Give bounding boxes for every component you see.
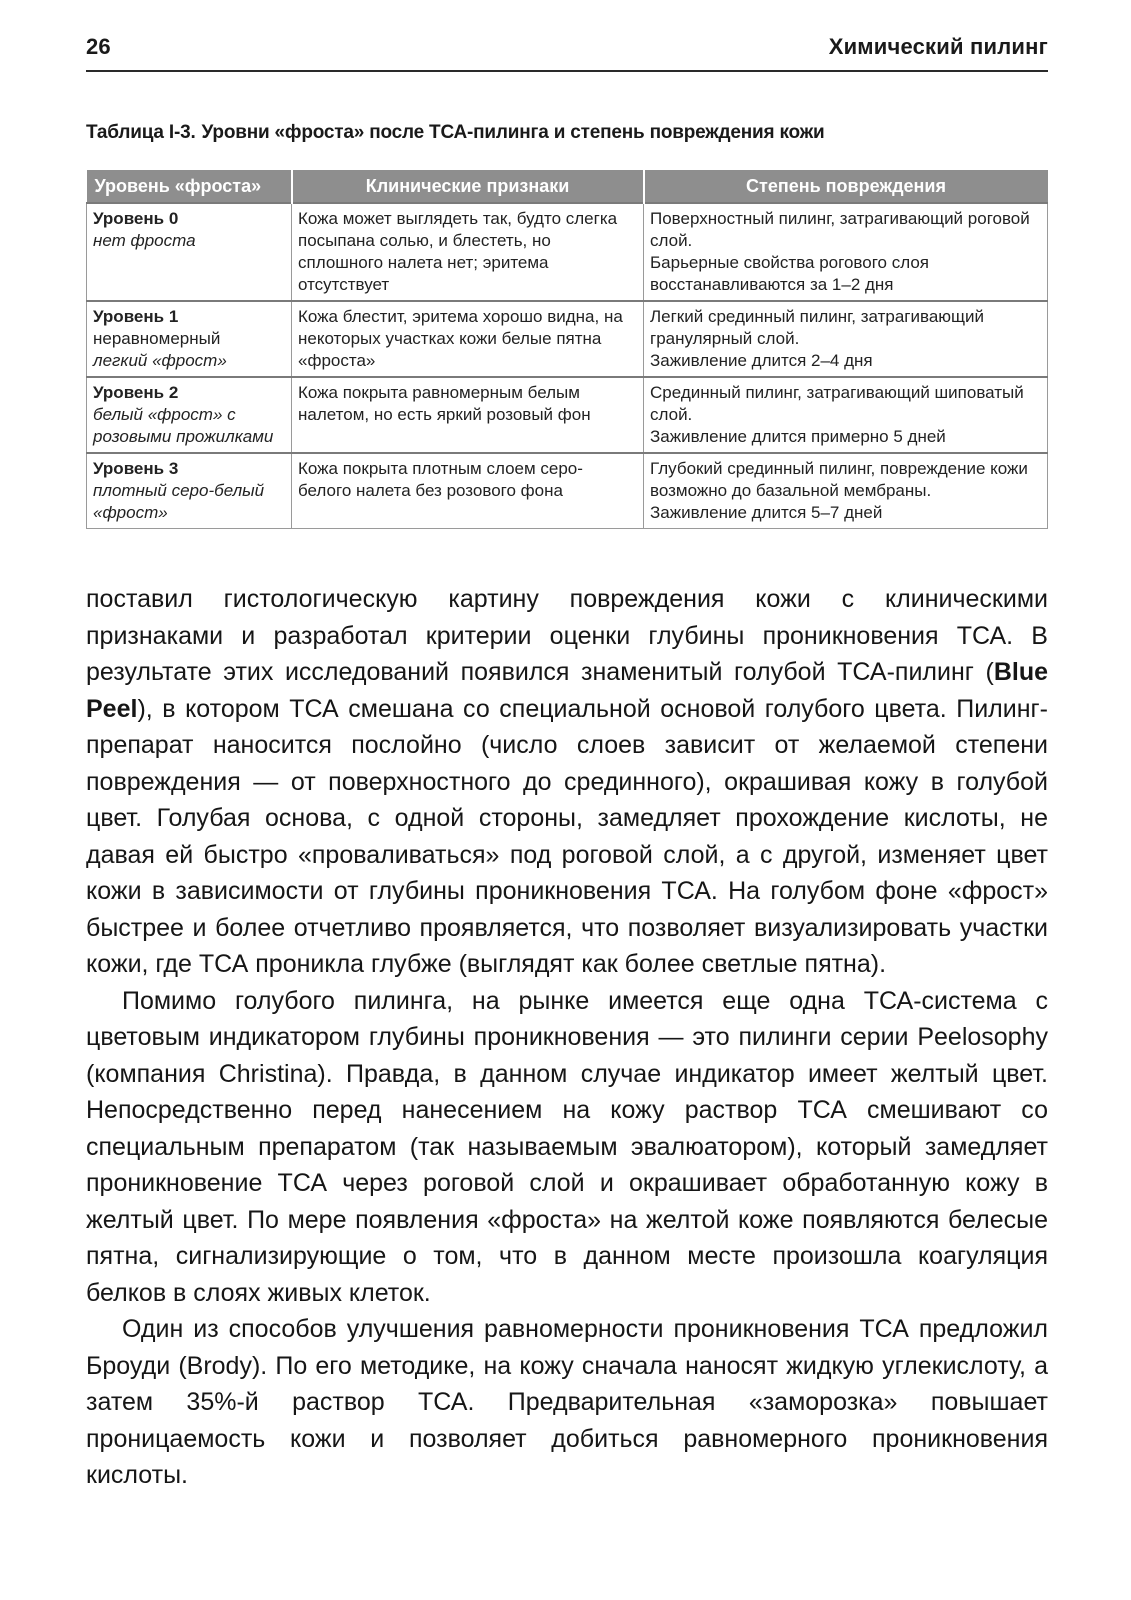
column-header-frost-level: Уровень «фроста» bbox=[87, 170, 292, 203]
healing-time: Заживление длится примерно 5 дней bbox=[650, 427, 946, 446]
paragraph-text: поставил гистологическую картину повреждения кожи с клиническими признаками и разработал критерии оценки глубины проникновения ТСА. В результате этих исследований появился знаменитый голубой ТСА-пилинг ( bbox=[86, 585, 1048, 686]
clinical-signs-cell: Кожа покрыта равномерным белым налетом, но есть яркий розовый фон bbox=[292, 377, 644, 453]
frost-level-cell bbox=[87, 453, 292, 529]
paragraph-brody-method: Один из способов улучшения равномерности проникновения ТСА предложил Броуди (Brody). По его методике, на кожу сначала наносят жидкую углекислоту, а затем 35%-й раствор ТСА. Предварительная «заморозка» повышает проницаемость кожи и позволяет добиться равномерного проникновения кислоты. bbox=[86, 1315, 1048, 1489]
running-header bbox=[86, 28, 1048, 72]
damage-degree-cell bbox=[644, 301, 1048, 377]
level-description-upright: неравномерный bbox=[93, 329, 221, 348]
damage-degree-cell bbox=[644, 453, 1048, 529]
damage-description: Поверхностный пилинг, затрагивающий роговой слой. bbox=[650, 209, 1030, 250]
table-row bbox=[87, 377, 1048, 453]
paragraph-text: ), в котором ТСА смешана со специальной основой голубого цвета. Пилинг-препарат наносится послойно (число слоев зависит от желаемой степени повреждения — от поверхностного до срединного), окрашивая кожу в голубой цвет. Голубая основа, с одной стороны, замедляет прохождение кислоты, не давая ей быстро «проваливаться» под роговой слой, а с другой, изменяет цвет кожи в зависимости от глубины проникновения ТСА. На голубом фоне «фрост» быстрее и более отчетливо проявляется, что позволяет визуализировать участки кожи, где ТСА проникла глубже (выглядят как более светлые пятна). bbox=[86, 694, 1048, 978]
damage-description: Срединный пилинг, затрагивающий шиповатый слой. bbox=[650, 383, 1024, 424]
clinical-signs-cell: Кожа блестит, эритема хорошо видна, на некоторых участках кожи белые пятна «фроста» bbox=[292, 301, 644, 377]
frost-level-cell bbox=[87, 301, 292, 377]
column-header-clinical-signs: Клинические признаки bbox=[292, 170, 644, 203]
damage-description: Легкий срединный пилинг, затрагивающий гранулярный слой. bbox=[650, 307, 984, 348]
healing-time: Заживление длится 2–4 дня bbox=[650, 351, 873, 370]
table-row bbox=[87, 453, 1048, 529]
table-caption-label: Таблица I-3. bbox=[86, 122, 196, 143]
damage-description: Глубокий срединный пилинг, повреждение кожи возможно до базальной мембраны. bbox=[650, 459, 1028, 500]
level-name: Уровень 0 bbox=[93, 209, 179, 228]
table-row bbox=[87, 301, 1048, 377]
table-header-row bbox=[87, 170, 1048, 203]
level-name: Уровень 2 bbox=[93, 383, 179, 402]
healing-time: Заживление длится 5–7 дней bbox=[650, 503, 883, 522]
clinical-signs-cell: Кожа может выглядеть так, будто слегка посыпана солью, и блестеть, но сплошного налета нет; эритема отсутствует bbox=[292, 203, 644, 301]
damage-degree-cell bbox=[644, 377, 1048, 453]
body-text bbox=[86, 581, 1048, 1494]
paragraph-blue-peel bbox=[86, 581, 1048, 983]
frost-level-cell bbox=[87, 203, 292, 301]
table-caption-text: Уровни «фроста» после ТСА-пилинга и степень повреждения кожи bbox=[201, 122, 825, 143]
clinical-signs-cell: Кожа покрыта плотным слоем серо-белого налета без розового фона bbox=[292, 453, 644, 529]
damage-degree-cell bbox=[644, 203, 1048, 301]
level-description: плотный серо-белый «фрост» bbox=[93, 481, 265, 522]
section-title: Химический пилинг bbox=[828, 34, 1048, 59]
book-page bbox=[86, 28, 1048, 1494]
page-number: 26 bbox=[86, 34, 111, 59]
blue-peel-term: Blue Peel bbox=[86, 658, 1048, 723]
table-row bbox=[87, 203, 1048, 301]
level-name: Уровень 1 bbox=[93, 307, 179, 326]
level-description: нет фроста bbox=[93, 231, 196, 250]
paragraph-peelosophy: Помимо голубого пилинга, на рынке имеется еще одна ТСА-система с цветовым индикатором глубины проникновения — это пилинги серии Peelosophy (компания Christina). Правда, в данном случае индикатор имеет желтый цвет. Непосредственно перед нанесением на кожу раствор ТСА смешивают со специальным препаратом (так называемым эвалюатором), который замедляет проникновение ТСА через роговой слой и окрашивает обработанную кожу в желтый цвет. По мере появления «фроста» на желтой коже появляются белесые пятна, сигнализирующие о том, что в данном месте произошла коагуляция белков в слоях живых клеток. bbox=[86, 986, 1048, 1307]
table-caption bbox=[86, 122, 1048, 144]
frost-level-cell bbox=[87, 377, 292, 453]
level-name: Уровень 3 bbox=[93, 459, 179, 478]
frost-levels-table bbox=[86, 170, 1048, 529]
healing-time: Барьерные свойства рогового слоя восстанавливаются за 1–2 дня bbox=[650, 253, 929, 294]
level-description: легкий «фрост» bbox=[93, 351, 227, 370]
column-header-damage-degree: Степень повреждения bbox=[644, 170, 1048, 203]
level-description: белый «фрост» с розовыми прожилками bbox=[93, 405, 274, 446]
